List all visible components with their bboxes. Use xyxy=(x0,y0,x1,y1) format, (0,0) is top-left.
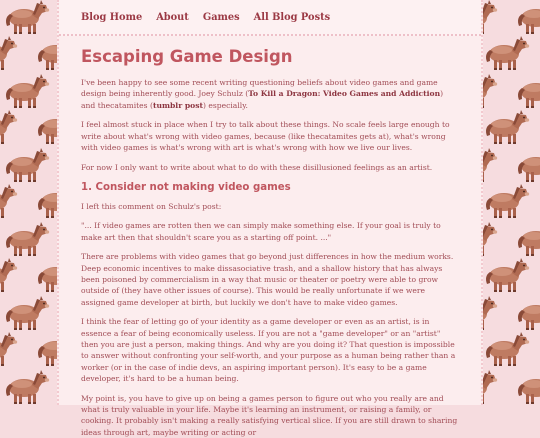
post-paragraph: For now I only want to write about what to do with these disillusioned feelings as an artist. xyxy=(81,162,433,172)
nav-all-posts-link[interactable]: All Blog Posts xyxy=(253,11,331,23)
post-paragraph: There are problems with video games that go beyond just differences in how the medium works. Deep economic incentives to make dissasociative trash, and a shallow history that has always been poisoned by commercialism in a way that music or theater or poetry were able to grow outside of (they have other issues of course). This would be really unfortunate if we were assigned game developer at birth, but luckily we don't have to make video games. xyxy=(81,252,454,307)
top-navigation xyxy=(59,0,481,36)
blog-page xyxy=(57,0,483,437)
kill-a-dragon-link[interactable]: To Kill a Dragon: Video Games and Addiction xyxy=(248,89,441,99)
post-paragraph: I feel almost stuck in place when I try to talk about these things. No scale feels large enough to write about what's wrong with video games, because (like thecatamites gets at), what's wrong with video games is what's wrong with art is what's wrong with how we live our lives. xyxy=(81,120,450,152)
post-paragraph: I think the fear of letting go of your identity as a game developer or even as an artist, is in essence a fear of being economically useless. If you are not a "game developer" or an "artist" then you are just a person, making things. And why are you doing it? That question is impossible to answer without confronting your self-worth, and your purpose as a human being rather than a worker (or in the case of indie devs, an aspiring important person). It's easy to be a game developer, it's hard to be a human being. xyxy=(81,317,456,383)
paragraph-text: ) especially. xyxy=(203,100,248,110)
tumblr-post-link[interactable]: tumblr post xyxy=(152,100,203,110)
nav-blog-home-link[interactable]: Blog Home xyxy=(81,11,143,23)
post-paragraph: My point is, you have to give up on being a games person to figure out who you really are and what is truly valuable in your life. Maybe it's learning an instrument, or raising a family, or cooking. It probably isn't making a really satisfying vertical slice. If you are still drawn to sharing ideas through art, maybe writing or acting or xyxy=(81,393,458,437)
post-title: Escaping Game Design xyxy=(81,47,293,66)
section-heading: 1. Consider not making video games xyxy=(81,181,291,193)
nav-games-link[interactable]: Games xyxy=(202,11,240,23)
nav-about-link[interactable]: About xyxy=(156,11,189,23)
blog-post xyxy=(59,36,481,438)
quoted-comment: "... If video games are rotten then we can simply make something else. If your goal is truly to make art then that shouldn't scare you as a starting off point. ..." xyxy=(81,221,441,242)
post-paragraph: I left this comment on Schulz's post: xyxy=(81,201,222,211)
paragraph-text: I've been happy to see some recent writing questioning beliefs about video games and game design being inherently good. Joey Schulz ( xyxy=(81,78,438,99)
post-paragraph xyxy=(81,77,459,111)
paragraph-text: ) and thecatamites ( xyxy=(81,89,444,110)
